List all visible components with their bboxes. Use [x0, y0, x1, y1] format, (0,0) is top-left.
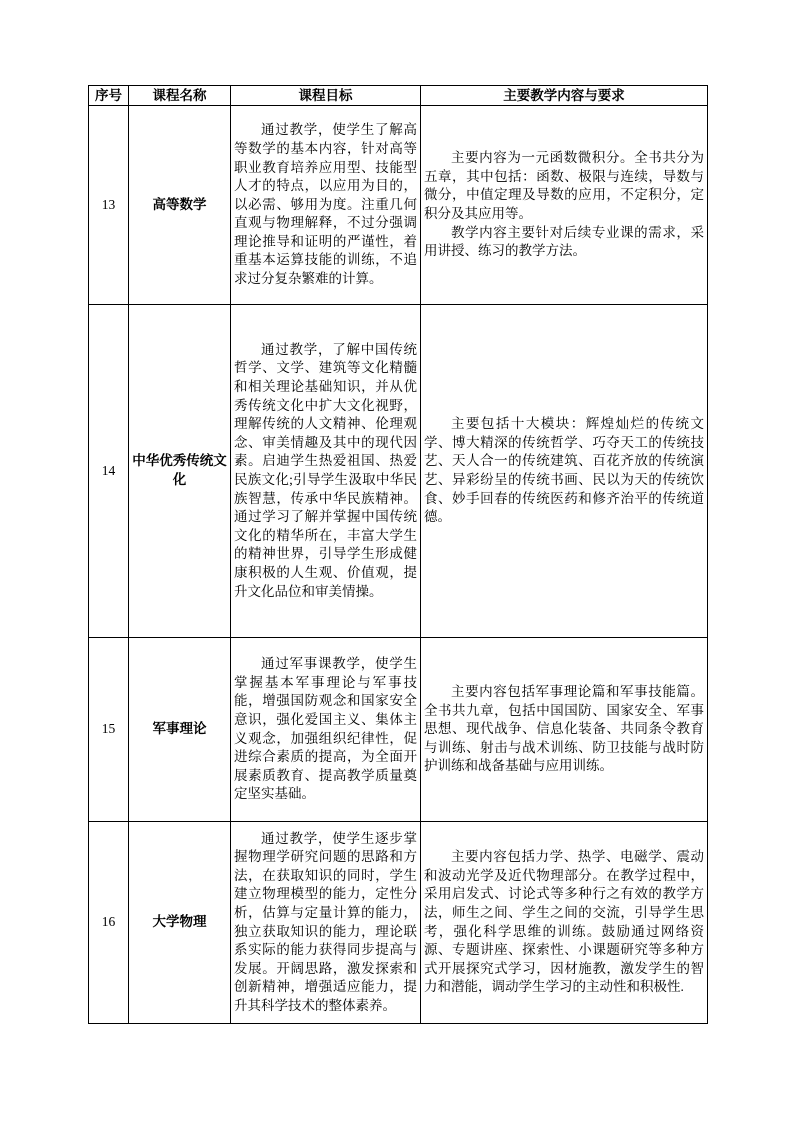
- objective-paragraph: 通过教学，了解中国传统哲学、文学、建筑等文化精髓和相关理论基础知识，并从优秀传统文化中扩大文化视野，理解传统的人文精神、伦理观念、审美情趣及其中的现代因素。启迪学生热爱祖国、热爱民族文化;引导学生汲取中华民族智慧，传承中华民族精神。通过学习了解并掌握中国传统文化的精华所在，丰富大学生的精神世界，引导学生形成健康积极的人生观、价值观，提升文化品位和审美情操。: [234, 341, 417, 599]
- content-paragraph: 主要包括十大模块：辉煌灿烂的传统文学、博大精深的传统哲学、巧夺天工的传统技艺、天人合一的传统建筑、百花齐放的传统演艺、异彩纷呈的传统书画、民以为天的传统饮食、妙手回春的传统医药和修齐治平的传统道德。: [424, 416, 704, 525]
- col-header-course-name: 课程名称: [129, 86, 231, 106]
- course-name: 高等数学: [129, 106, 231, 305]
- objective-paragraph: 通过军事课教学，使学生掌握基本军事理论与军事技能，增强国防观念和国家安全意识，强化爱国主义、集体主义观念，加强组织纪律性，促进综合素质的提高，为全面开展素质教育、提高教学质量奠定坚实基础。: [234, 656, 417, 802]
- course-no: 13: [89, 106, 129, 305]
- course-table: [88, 85, 708, 1024]
- course-name: 中华优秀传统文化: [129, 305, 231, 638]
- course-no: 14: [89, 305, 129, 638]
- course-objective: [231, 106, 421, 305]
- objective-paragraph: 通过教学，使学生了解高等数学的基本内容，针对高等职业教育培养应用型、技能型人才的特点，以应用为目的，以必需、够用为度。注重几何直观与物理解释，不过分强调理论推导和证明的严谨性，着重基本运算技能的训练，不追求过分复杂繁难的计算。: [234, 122, 417, 287]
- content-paragraph: 主要内容包括军事理论篇和军事技能篇。全书共九章，包括中国国防、国家安全、军事思想、现代战争、信息化装备、共同条令教育与训练、射击与战术训练、防卫技能与战时防护训练和战备基础与应用训练。: [424, 684, 704, 774]
- course-objective: [231, 305, 421, 638]
- table-row: [89, 106, 708, 305]
- course-objective: [231, 822, 421, 1024]
- table-row: [89, 822, 708, 1024]
- table-row: [89, 305, 708, 638]
- course-no: 15: [89, 638, 129, 822]
- objective-paragraph: 通过教学，使学生逐步掌握物理学研究问题的思路和方法，在获取知识的同时，学生建立物理模型的能力，定性分析，估算与定量计算的能力，独立获取知识的能力，理论联系实际的能力获得同步提高与发展。开阔思路，激发探索和创新精神，增强适应能力，提升其科学技术的整体素养。: [234, 830, 417, 1013]
- course-name: 军事理论: [129, 638, 231, 822]
- course-objective: [231, 638, 421, 822]
- header-row: [89, 86, 708, 106]
- course-no: 16: [89, 822, 129, 1024]
- col-header-no: 序号: [89, 86, 129, 106]
- col-header-content: 主要教学内容与要求: [421, 86, 708, 106]
- table-row: [89, 638, 708, 822]
- course-name: 大学物理: [129, 822, 231, 1024]
- col-header-objective: 课程目标: [231, 86, 421, 106]
- course-content: [421, 305, 708, 638]
- course-content: [421, 822, 708, 1024]
- course-content: [421, 638, 708, 822]
- course-content: [421, 106, 708, 305]
- content-paragraph: 教学内容主要针对后续专业课的需求，采用讲授、练习的教学方法。: [424, 224, 704, 259]
- content-paragraph: 主要内容包括力学、热学、电磁学、震动和波动光学及近代物理部分。在教学过程中，采用启发式、讨论式等多种行之有效的教学方法，师生之间、学生之间的交流，引导学生思考，强化科学思维的训练。鼓励通过网络资源、专题讲座、探索性、小课题研究等多种方式开展探究式学习，因材施教，激发学生的智力和潜能，调动学生学习的主动性和积极性.: [424, 849, 704, 995]
- content-paragraph: 主要内容为一元函数微积分。全书共分为五章，其中包括：函数、极限与连续，导数与微分，中值定理及导数的应用，不定积分，定积分及其应用等。: [424, 150, 704, 221]
